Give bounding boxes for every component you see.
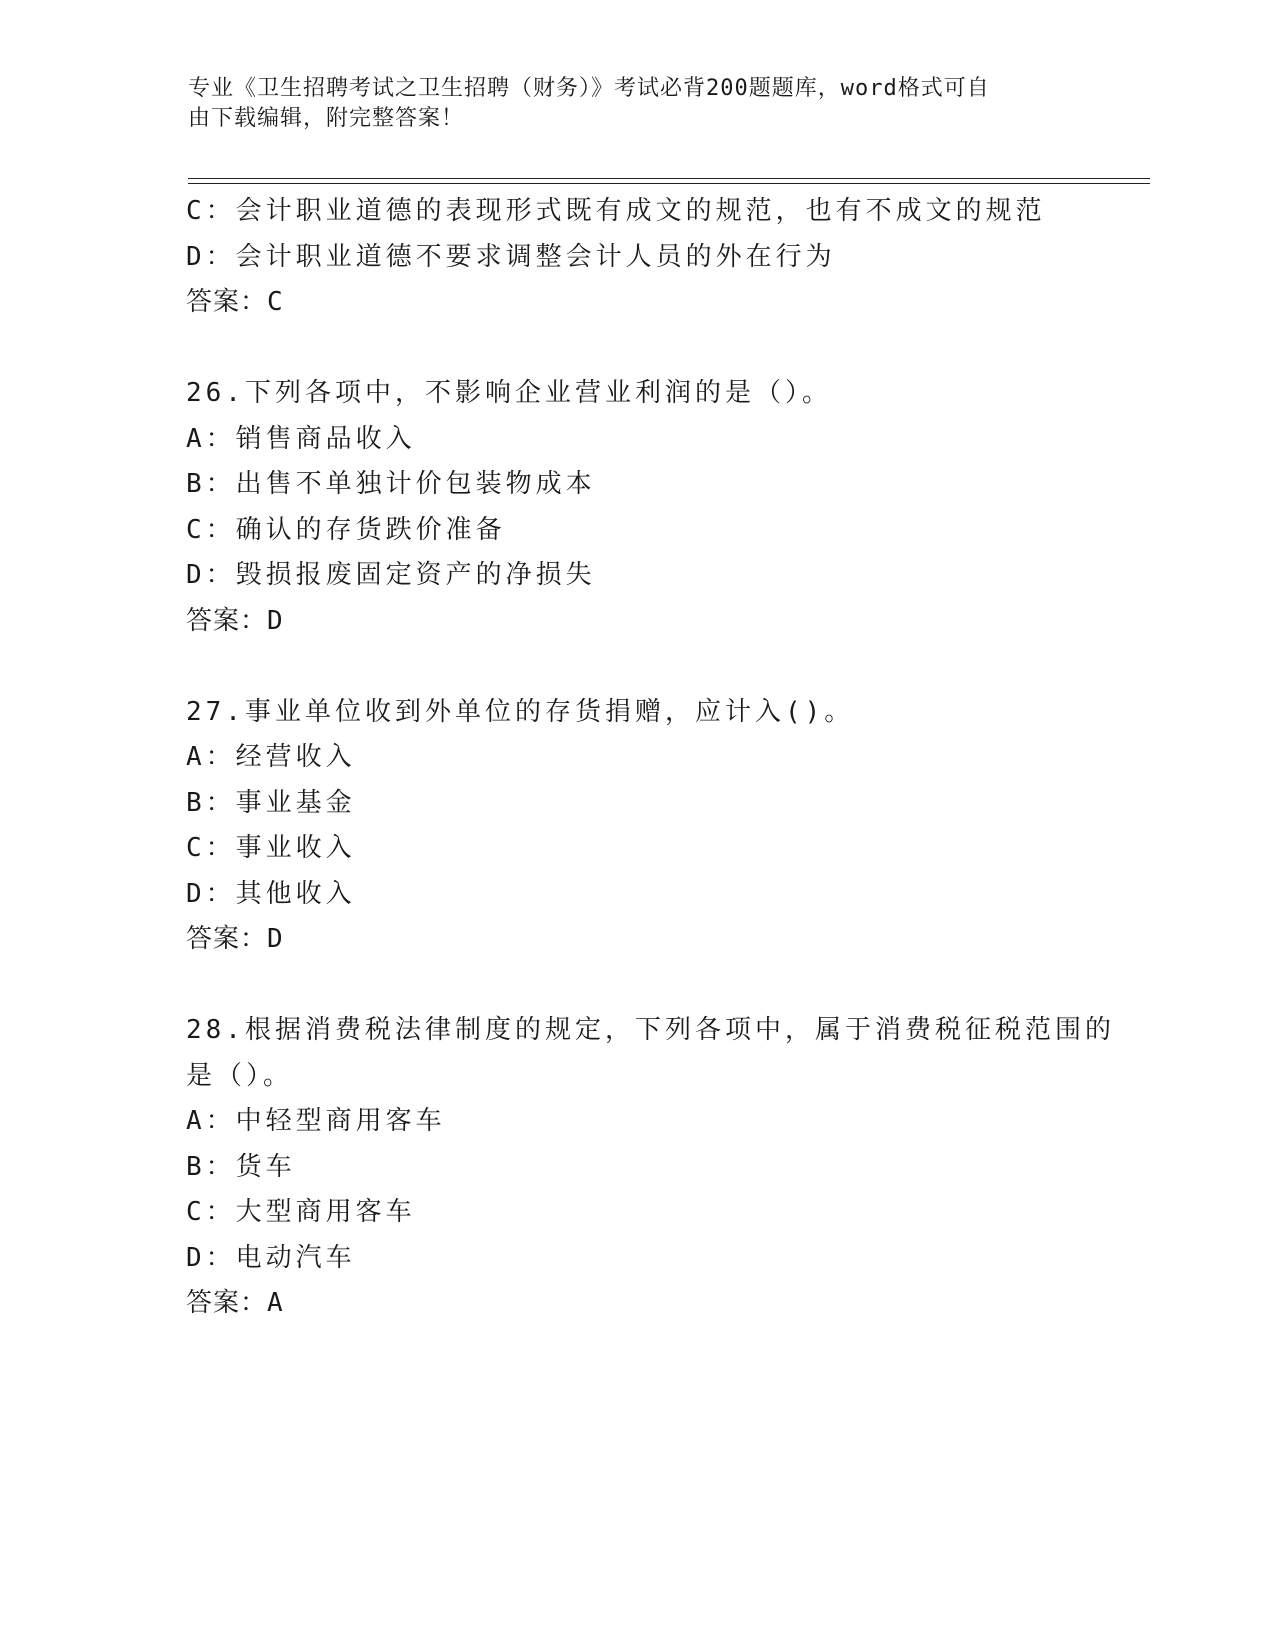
option-c: C：事业收入 <box>186 833 356 863</box>
option-a: A：销售商品收入 <box>186 423 416 454</box>
option-b: B：事业基金 <box>186 787 356 818</box>
spacer <box>186 326 1086 372</box>
header-line-1: 专业《卫生招聘考试之卫生招聘（财务）》考试必背200题题库，word格式可自 <box>188 76 990 101</box>
question-25-continued <box>186 189 1086 326</box>
question-27 <box>186 690 1086 963</box>
answer-line: 答案：D <box>186 605 284 636</box>
spacer <box>186 644 1086 690</box>
question-stem-line-2: 是（）。 <box>186 1060 294 1091</box>
header-divider-bottom <box>188 183 1150 184</box>
question-list <box>186 189 1115 1327</box>
option-c: C：大型商用客车 <box>186 1197 416 1227</box>
option-c: C：确认的存货跌价准备 <box>186 514 506 545</box>
option-d: D：毁损报废固定资产的净损失 <box>186 560 596 590</box>
answer-line: 答案：A <box>186 1288 284 1318</box>
question-stem: 26.下列各项中，不影响企业营业利润的是（）。 <box>186 378 832 408</box>
option-b: B：货车 <box>186 1151 296 1182</box>
option-d: D：电动汽车 <box>186 1242 356 1273</box>
option-c: C：会计职业道德的表现形式既有成文的规范，也有不成文的规范 <box>186 196 1046 226</box>
option-d: D：会计职业道德不要求调整会计人员的外在行为 <box>186 241 836 272</box>
question-26 <box>186 371 1086 644</box>
question-stem: 27.事业单位收到外单位的存货捐赠，应计入()。 <box>186 696 855 727</box>
header-line-2: 由下载编辑，附完整答案！ <box>188 106 465 131</box>
option-a: A：经营收入 <box>186 742 356 772</box>
option-a: A：中轻型商用客车 <box>186 1106 446 1136</box>
option-b: B：出售不单独计价包装物成本 <box>186 469 596 499</box>
answer-line: 答案：D <box>186 924 284 954</box>
answer-line: 答案：C <box>186 287 284 317</box>
question-28 <box>186 1008 1115 1327</box>
spacer <box>186 963 1086 1009</box>
document-header <box>188 74 1068 134</box>
option-d: D：其他收入 <box>186 878 356 909</box>
question-stem-line-1: 28.根据消费税法律制度的规定，下列各项中，属于消费税征税范围的 <box>186 1015 1115 1045</box>
header-divider-top <box>188 178 1150 179</box>
